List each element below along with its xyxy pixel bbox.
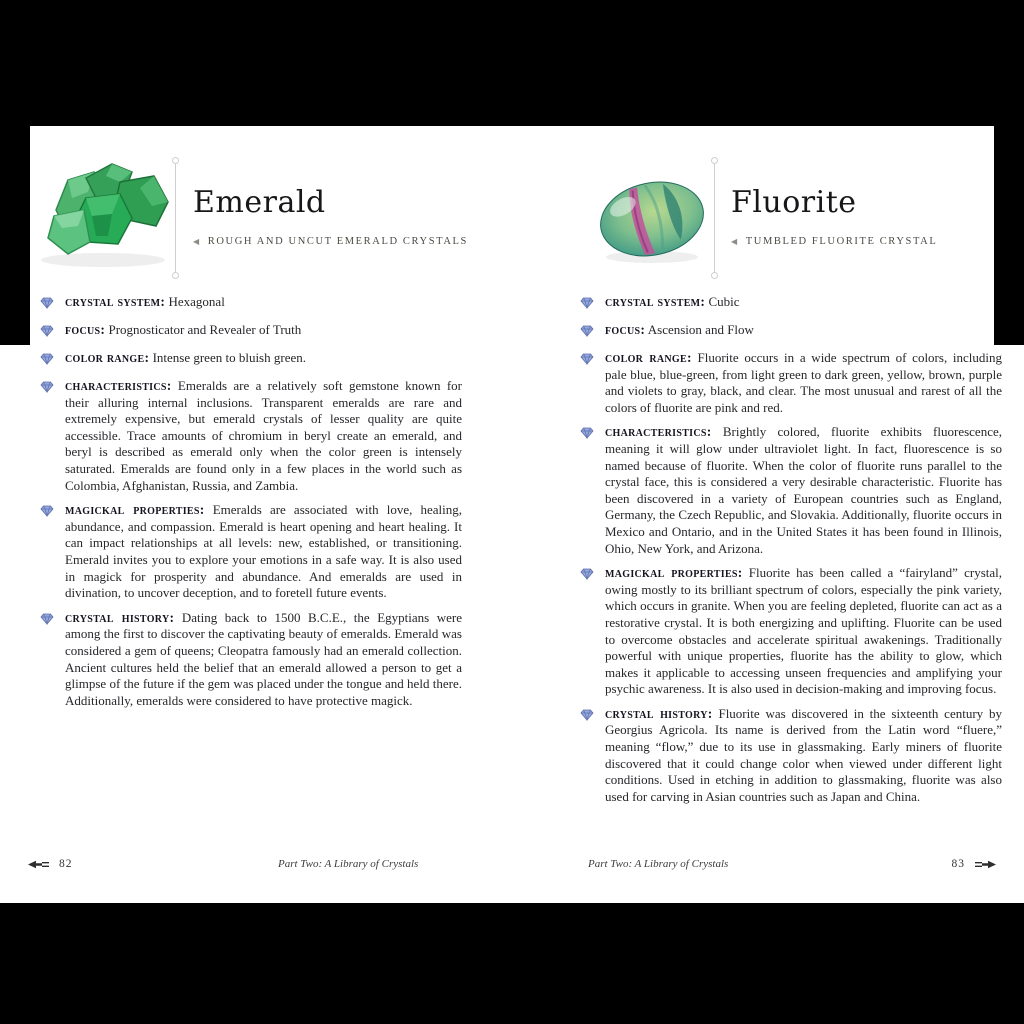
photo-caption <box>193 236 468 247</box>
entry-value: Fluorite was discovered in the sixteenth century by Georgius Agricola. Its name is derived from the Latin word “fluere,” meaning “flow,” due to its use in glassmaking. Early miners of fluorite discovered that it could change color when viewed under different light conditions. Used in etching in addition to glassmaking, fluorite was also used for carving in Asian countries such as Japan and China. <box>605 705 1003 804</box>
gem-bullet-icon <box>40 380 56 494</box>
right-arrow-ornament-icon <box>974 860 996 869</box>
entry-characteristics <box>40 378 462 494</box>
gem-bullet-icon <box>40 324 56 342</box>
entry-magickal-properties <box>580 565 1002 698</box>
photo-caption <box>731 236 937 247</box>
fluorite-footer <box>512 858 1024 878</box>
entry-value: Hexagonal <box>168 294 225 309</box>
gem-bullet-icon <box>40 352 56 370</box>
entry-label: focus: <box>65 322 106 337</box>
entry-label: characteristics: <box>605 424 712 440</box>
gem-bullet-icon <box>580 352 596 416</box>
entry-focus <box>580 322 1002 342</box>
running-title: Part Two: A Library of Crystals <box>588 858 729 870</box>
entry-value: Dating back to 1500 B.C.E., the Egyptians were among the first to discover the captivating beauty of emeralds. Emerald was considered a gem of queens; Cleopatra famously had an emerald collection. Ancient cultures held the belief that an emerald allowed a person to get a glimpse of the future if the gem was placed under the tongue and held there. Additionally, emeralds were considered to have protective magick. <box>65 609 462 708</box>
gem-bullet-icon <box>580 324 596 342</box>
entry-label: color range: <box>65 350 150 365</box>
entry-crystal-history <box>580 706 1002 806</box>
entry-crystal-history <box>40 610 462 710</box>
entry-value: Fluorite occurs in a wide spectrum of colors, including pale blue, blue-green, from light green to dark green, yellow, brown, purple and violets to gray, black, and clear. The most unusual and rarest of all the colors of fluorite are pink and red. <box>605 350 1003 415</box>
entry-focus <box>40 322 462 342</box>
page-number: 83 <box>951 858 965 870</box>
gem-bullet-icon <box>580 296 596 314</box>
gem-bullet-icon <box>580 426 596 557</box>
fluorite-photo <box>592 166 712 271</box>
caption-pointer-icon: ◀ <box>731 236 739 246</box>
entry-value: Brightly colored, fluorite exhibits fluorescence, meaning it will glow under ultraviolet light. In fact, fluorescence is so named because of fluorite. When the color of fluorite runs parallel to the crystal face, this is considered a very desirable characteristic. Fluorite has been discovered in a variety of European countries such as England, Germany, the Czech Republic, and Slovakia. Additionally, fluorite occurs in Mexico and Ontario, and in the United States it has been found in Illinois, Ohio, New York, and Arizona. <box>605 424 1002 556</box>
emerald-crystals-image <box>28 158 178 270</box>
gem-bullet-icon <box>40 296 56 314</box>
entry-value: Cubic <box>708 294 740 309</box>
fluorite-header <box>512 150 1024 290</box>
emerald-footer <box>0 858 512 878</box>
book-spread <box>0 126 1024 903</box>
gem-bullet-icon <box>580 567 596 698</box>
gem-bullet-icon <box>40 504 56 602</box>
emerald-photo <box>28 156 178 271</box>
entry-value: Emeralds are a relatively soft gemstone known for their alluring internal inclusions. Transparent emeralds are rare and extremely expensive, but emerald crystals of lesser quality are quite accessible. Trace amounts of chromium in beryl create an emerald, and beryl is described as emerald only when the color green is intensely saturated. Emeralds are found only in a few places in the world such as Colombia, Afghanistan, Russia, and Zambia. <box>65 378 463 493</box>
gem-bullet-icon <box>40 612 56 710</box>
emerald-header <box>0 150 512 290</box>
entry-value: Prognosticator and Revealer of Truth <box>108 322 302 337</box>
entry-label: characteristics: <box>65 378 172 393</box>
entry-label: magickal properties: <box>605 565 743 581</box>
entry-value: Fluorite has been called a “fairyland” crystal, owing mostly to its brilliant spectrum of colors, especially the pink variety, which occurs in granite. When you are feeling depleted, fluorite can act as a restorative crystal. It is both energizing and uplifting. Fluorite can be used to overcome obstacles and accelerate spiritual awakenings. Traditionally powerful with unique properties, fluorite has the ability to glow, which makes it applicable to accessing unseen frequencies and amplifying your psychic awareness. It is also used in decision-making and improving focus. <box>605 565 1003 697</box>
page-title: Emerald <box>193 185 326 220</box>
header-divider <box>175 164 176 272</box>
photo-caption-text: ROUGH AND UNCUT EMERALD CRYSTALS <box>207 236 468 247</box>
entry-value: Ascension and Flow <box>647 322 754 337</box>
entry-label: crystal system: <box>65 294 166 309</box>
entry-label: color range: <box>605 350 692 365</box>
photo-caption-text: TUMBLED FLUORITE CRYSTAL <box>745 236 938 247</box>
page-emerald <box>0 126 512 903</box>
page-title: Fluorite <box>731 185 857 220</box>
entry-color-range <box>40 350 462 370</box>
emerald-entries <box>40 294 462 717</box>
fluorite-crystal-image <box>592 173 712 265</box>
entry-label: crystal history: <box>605 705 713 721</box>
entry-magickal-properties <box>40 502 462 602</box>
entry-label: crystal system: <box>605 294 706 309</box>
page-fluorite <box>512 126 1024 903</box>
entry-crystal-system <box>580 294 1002 314</box>
entry-crystal-system <box>40 294 462 314</box>
entry-label: magickal properties: <box>65 502 205 518</box>
entry-label: crystal history: <box>65 609 175 625</box>
entry-characteristics <box>580 424 1002 557</box>
fluorite-entries <box>580 294 1002 813</box>
entry-value: Intense green to bluish green. <box>152 350 306 365</box>
page-number: 82 <box>59 858 73 870</box>
caption-pointer-icon: ◀ <box>193 236 201 246</box>
gem-bullet-icon <box>580 708 596 806</box>
running-title: Part Two: A Library of Crystals <box>278 858 419 870</box>
entry-color-range <box>580 350 1002 416</box>
entry-label: focus: <box>605 322 646 337</box>
entry-value: Emeralds are associated with love, healing, abundance, and compassion. Emerald is heart opening and heart healing. It can impact relationships at all levels: new, established, or transitioning. Emerald invites you to explore your emotions in a safe way. It is also used in magick for prosperity and abundance. And emeralds are used in divination, to uncover deception, and to foretell future events. <box>65 502 462 601</box>
left-arrow-ornament-icon <box>28 860 50 869</box>
header-divider <box>714 164 715 272</box>
